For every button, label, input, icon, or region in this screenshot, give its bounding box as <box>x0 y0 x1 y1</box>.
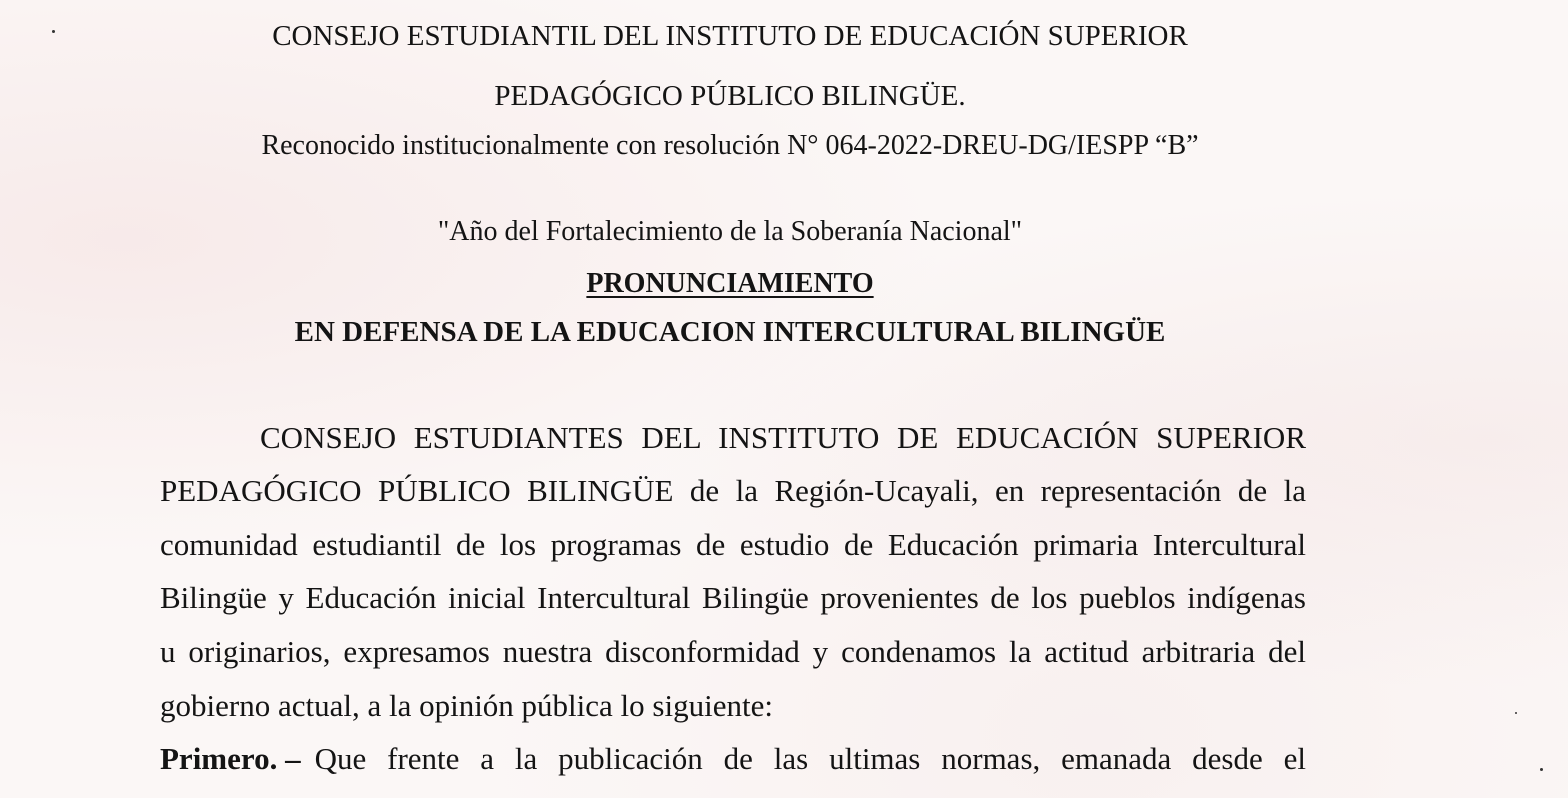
year-motto: "Año del Fortalecimiento de la Soberanía Nacional" <box>437 216 1023 247</box>
body-line-5: u originarios, expresamos nuestra disconformidad y condenamos la actitud arbitraria del <box>160 634 1306 669</box>
document-title: PRONUNCIAMIENTO <box>586 268 874 299</box>
body-line-3: comunidad estudiantil de los programas de estudio de Educación primaria Intercultural <box>160 527 1306 562</box>
body-line-1: CONSEJO ESTUDIANTES DEL INSTITUTO DE EDUCACIÓN SUPERIOR <box>260 420 1306 455</box>
body-line-4: Bilingüe y Educación inicial Intercultural Bilingüe provenientes de los pueblos indígenas <box>160 580 1306 615</box>
body-line-2: PEDAGÓGICO PÚBLICO BILINGÜE de la Región-Ucayali, en representación de la <box>160 473 1306 508</box>
point-one-line <box>160 743 1306 774</box>
document-subtitle: EN DEFENSA DE LA EDUCACION INTERCULTURAL BILINGÜE <box>294 316 1166 348</box>
point-one-text: Que frente a la publicación de las ultimas normas, emanada desde el <box>314 741 1306 776</box>
point-one-label: Primero. – <box>160 741 301 776</box>
paper-speck <box>1515 712 1517 714</box>
paper-speck <box>1540 768 1543 771</box>
header-line-3: Reconocido institucionalmente con resolución N° 064-2022-DREU-DG/IESPP “B” <box>261 130 1199 161</box>
header-line-2: PEDAGÓGICO PÚBLICO BILINGÜE. <box>494 80 966 112</box>
header-line-1: CONSEJO ESTUDIANTIL DEL INSTITUTO DE EDUCACIÓN SUPERIOR <box>272 20 1188 52</box>
body-line-6: gobierno actual, a la opinión pública lo siguiente: <box>160 688 773 723</box>
